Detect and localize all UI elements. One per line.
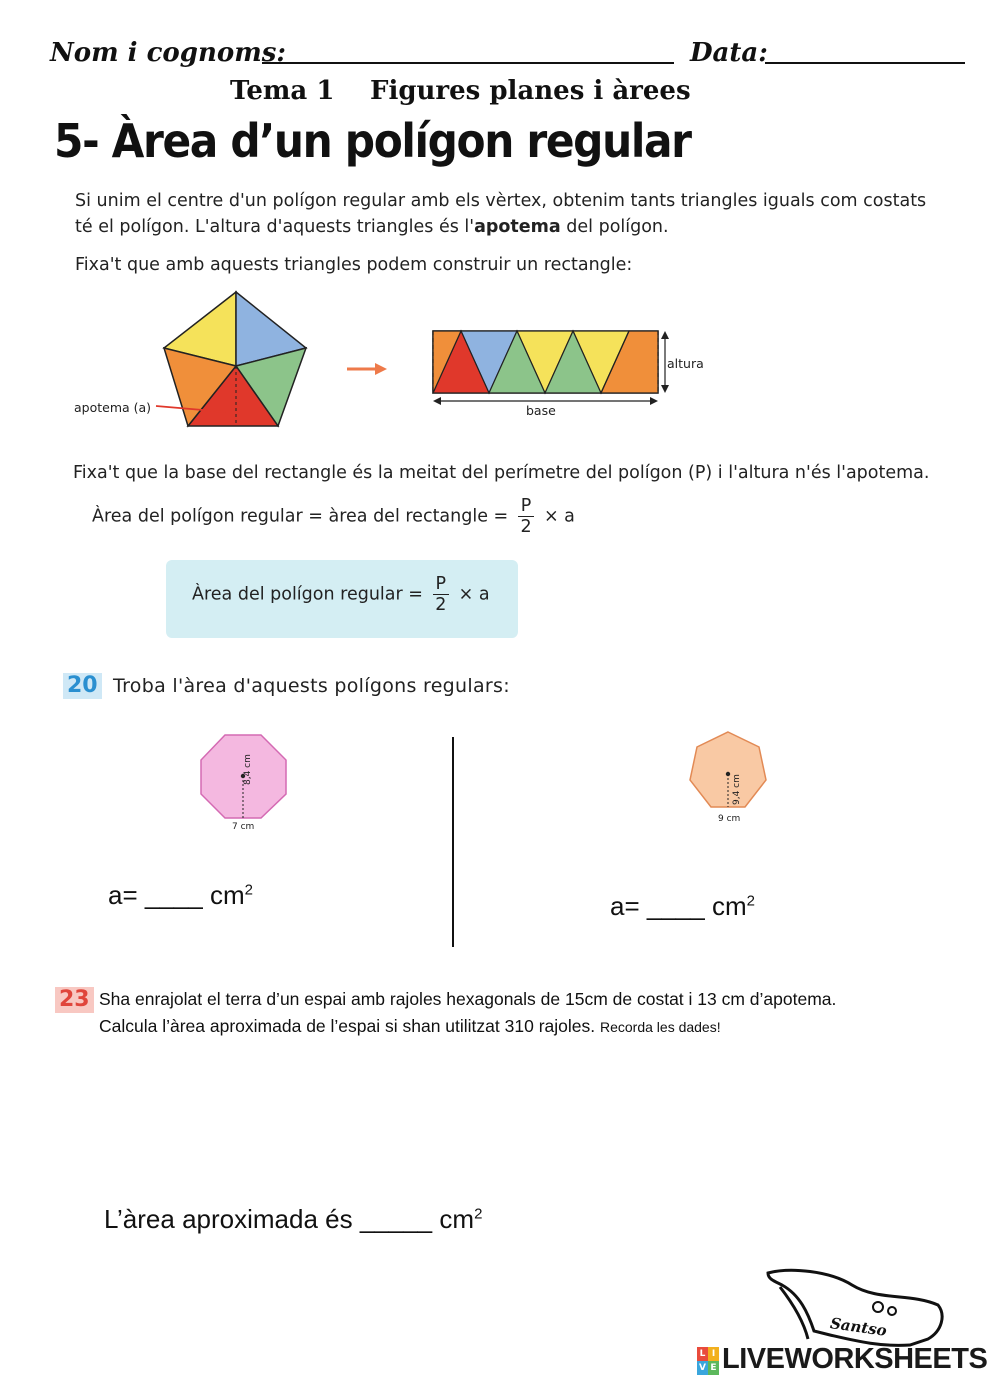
intro-line-2: té el polígon. L'altura d'aquests triangles és l'apotema del polígon. [75, 217, 669, 237]
octagon-side-label: 7 cm [232, 822, 255, 832]
date-label: Data: [690, 38, 768, 68]
formula-2: Àrea del polígon regular = $\frac{P}{2}$ × a [192, 574, 490, 615]
apotema-label: apotema (a) [74, 400, 152, 415]
topic-number: Tema 1 [230, 76, 335, 106]
heptagon-apothem-label: 9,4 cm [732, 774, 742, 805]
arrow-icon [345, 360, 390, 378]
exercise-23-number: 23 [55, 987, 94, 1013]
heptagon-side-label: 9 cm [718, 814, 741, 824]
name-label: Nom i cognoms: [50, 38, 286, 68]
base-note: Fixa't que la base del rectangle és la meitat del perímetre del polígon (P) i l'altura n'és l'apotema. [73, 463, 930, 483]
name-field[interactable] [262, 62, 674, 64]
intro-line-3: Fixa't que amb aquests triangles podem construir un rectangle: [75, 255, 633, 275]
apotema-bold: apotema [474, 217, 561, 237]
rectangle-diagram [425, 325, 715, 420]
date-field[interactable] [765, 62, 965, 64]
altura-label: altura [667, 356, 704, 371]
tiles-answer-blank[interactable]: _____ [359, 1204, 433, 1234]
signature-drawing [760, 1265, 950, 1350]
intro-paragraph [75, 188, 975, 240]
fraction-p-over-2: $\frac{P}{2}$ [518, 496, 535, 537]
octagon-answer: a= ____ $cm^2$ [108, 880, 253, 910]
formula-1: Àrea del polígon regular = àrea del rectangle = $\frac{P}{2}$ × a [92, 496, 575, 537]
pentagon-diagram [60, 288, 320, 438]
octagon-apothem-label: 8,4 cm [243, 754, 253, 785]
base-label: base [526, 403, 556, 418]
exercise-23-hint: Recorda les dades! [599, 1019, 721, 1035]
column-divider [452, 737, 454, 947]
exercise-20-number: 20 [63, 673, 102, 699]
lesson-title: 5- Àrea d’un polígon regular [54, 114, 691, 168]
topic-title: Figures planes i àrees [370, 76, 691, 106]
exercise-23-text: Sha enrajolat el terra d’un espai amb rajoles hexagonals de 15cm de costat i 13 cm d’apotema. Calcula l’àrea aproximada de l’espai si shan utilitzat 310 rajoles. Recorda les dades! [99, 989, 837, 1036]
signature-text: Santso [829, 1314, 888, 1340]
liveworksheets-logo-text: LIVEWORKSHEETS [722, 1343, 988, 1375]
heptagon-figure [686, 730, 770, 812]
heptagon-answer-blank[interactable]: ____ [646, 891, 705, 921]
octagon-answer-blank[interactable]: ____ [144, 880, 203, 910]
fraction-p-over-2-box: $\frac{P}{2}$ [433, 574, 450, 615]
liveworksheets-logo-icon: L I V E [697, 1347, 719, 1375]
exercise-20-prompt: Troba l'àrea d'aquests polígons regulars: [113, 675, 510, 697]
intro-line-1: Si unim el centre d'un polígon regular amb els vèrtex, obtenim tants triangles iguals com costats [75, 191, 927, 211]
heptagon-answer: a= ____ $cm^2$ [610, 891, 755, 921]
tiles-answer: L’àrea aproximada és _____ $cm^2$ [104, 1204, 483, 1234]
